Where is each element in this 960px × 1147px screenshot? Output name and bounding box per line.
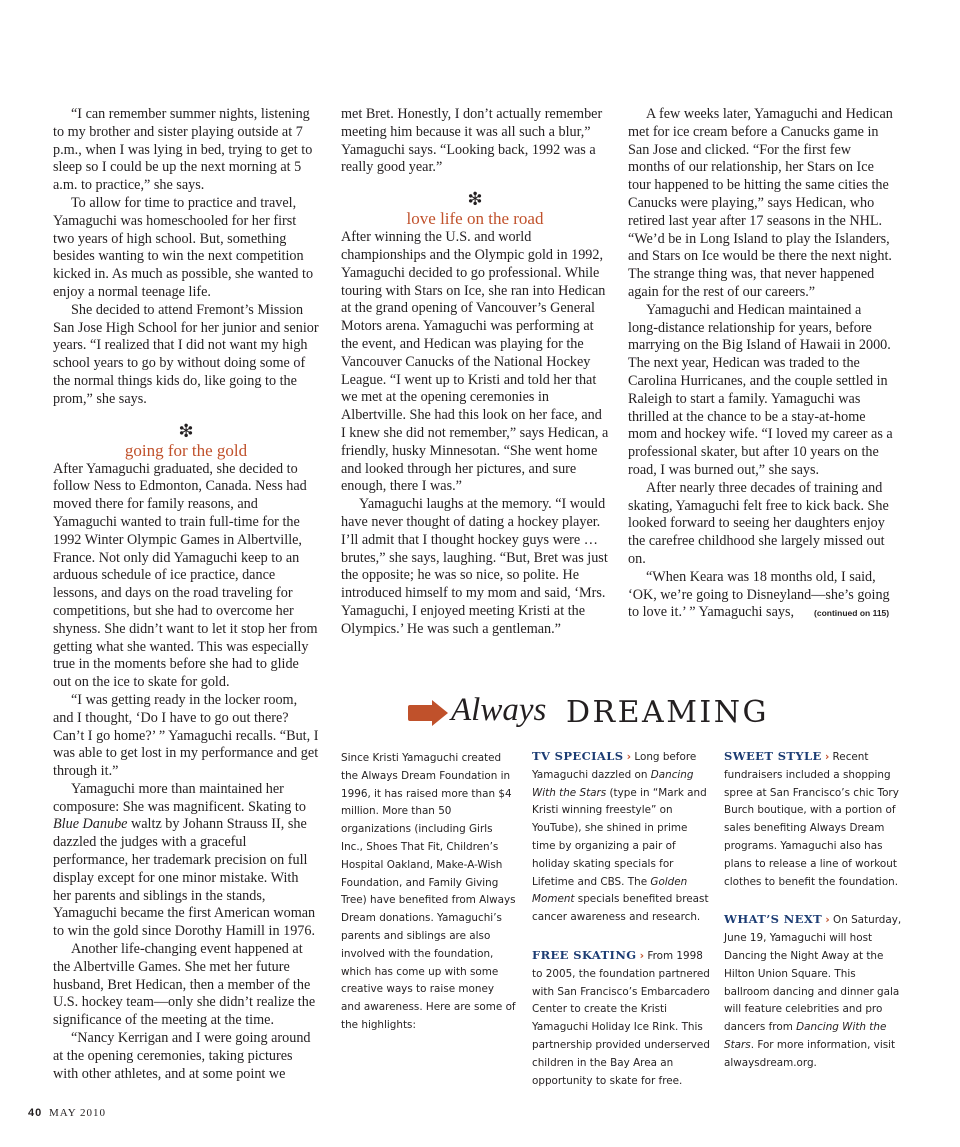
sidebar-heading: WHAT’S NEXT — [724, 912, 823, 927]
text-run: specials benefited breast cancer awareness and research. — [532, 893, 709, 924]
chevron-right-icon: › — [825, 914, 830, 927]
paragraph: Yamaguchi and Hedican maintained a long-distance relationship for years, before marrying on the Big Island of Hawaii in 2000. The next year, Hedican was traded to the Carolina Hurricanes, and the couple settled in Raleigh to start a family. Yamaguchi was thrilled at the chance to be a stay-at-home mom and hockey wife. “I loved my career as a professional skater, but after 10 years on the road, I was burned out,” she says. — [628, 301, 893, 478]
text-run: On Saturday, June 19, Yamaguchi will host Dancing the Night Away at the Hilton Union Square. This ballroom dancing and dinner gala will feature celebrities and pro dancers from — [724, 914, 902, 1034]
sidebar-item-sweet-style — [724, 748, 902, 891]
sidebar-item-whats-next — [724, 911, 902, 1072]
text-run: “When Keara was 18 months old, I said, ‘OK, we’re going to Disneyland—she’s going to love it.’ ” Yamaguchi says, — [628, 568, 890, 621]
text-run: Recent fundraisers included a shopping spree at San Francisco’s chic Tory Burch boutique, with a portion of sales benefiting Always Dream programs. Yamaguchi also has plans to release a line of workout clothes to benefit the foundation. — [724, 751, 899, 888]
italic-title: Blue Danube — [53, 816, 128, 833]
page-folio — [28, 1107, 106, 1119]
sidebar-title-italic: Always — [451, 692, 547, 728]
text-run: Long before Yamaguchi dazzled on — [532, 751, 697, 781]
paragraph: She decided to attend Fremont’s Mission San Jose High School for her junior and senior years. “I realized that I did not want my high school years to go by without doing some of the normal things kids do, like going to the prom,” she says. — [53, 301, 319, 407]
sidebar-column-2 — [532, 748, 710, 1090]
asterism-icon: ❇ — [467, 189, 483, 211]
paragraph: After winning the U.S. and world championships and the Olympic gold in 1992, Yamaguchi decided to go professional. While touring with Stars on Ice, she ran into Hedican at the grand opening of Vancouver’s General Motors arena. Yamaguchi was performing at the event, and Hedican was playing for the Vancouver Canucks of the National Hockey League. “I went up to Kristi and told her that we met at the opening ceremonies in Albertville. She had this look on her face, and I knew she did not remember,” says Hedican, a friendly, husky Minnesotan. “She went home and looked through her pictures, and sure enough, there I was.” — [341, 229, 609, 495]
paragraph: met Bret. Honestly, I don’t actually remember meeting him because it was all such a blur,” Yamaguchi says. “Looking back, 1992 was a really good year.” — [341, 106, 603, 176]
paragraph: After Yamaguchi graduated, she decided to follow Ness to Edmonton, Canada. Ness had moved there for family reasons, and Yamaguchi wanted to train full-time for the 1992 Winter Olympic Games in Albertville, France. Not only did Yamaguchi keep to an arduous schedule of ice practice, dance lessons, and days on the road traveling for competitions, but she had to overcome her shyness. She didn’t want to let it stop her from getting what she wanted. This was especially true in the moments before she had to glide out on the ice to skate for gold. — [53, 460, 318, 691]
sidebar-title-caps: DREAMING — [566, 695, 769, 730]
article-column-3 — [628, 106, 893, 623]
italic-title: Dancing With the Stars — [532, 768, 694, 799]
sidebar-heading: SWEET STYLE — [724, 749, 822, 763]
sidebar-intro: Since Kristi Yamaguchi created the Always Dream Foundation in 1996, it has raised more than $4 million. More than 50 organizations (including Girls Inc., Shoes That Fit, Children’s Hospital Oakland, Make-A-Wish Foundation, and Family Giving Tree) have benefited from Always Dream donations. Yamaguchi’s parents and siblings are also involved with the foundation, which has come up with some creative ways to raise money and awareness. Here are some of the highlights: — [341, 752, 516, 1031]
issue-date: MAY 2010 — [49, 1107, 107, 1119]
article-column-1 — [53, 106, 319, 1083]
sidebar-column-3 — [724, 748, 902, 1073]
sidebar-heading: TV SPECIALS — [532, 749, 624, 763]
sidebar-column-1 — [341, 750, 516, 1035]
paragraph: “Nancy Kerrigan and I were going around at the opening ceremonies, taking pictures with other athletes, and at some point we — [53, 1030, 311, 1082]
sidebar-item-tv-specials — [532, 748, 710, 927]
chevron-right-icon: › — [824, 751, 830, 763]
paragraph: “I can remember summer nights, listening to my brother and sister playing outside at 7 p.m., when I was lying in bed, trying to get to sleep so I could be up the next morning at 5 a.m. to practice,” she says. — [53, 106, 313, 194]
paragraph: A few weeks later, Yamaguchi and Hedican met for ice cream before a Canucks game in San Jose and clicked. “For the first few months of our relationship, her Stars on Ice tour happened to be hitting the same cities the Canucks were playing,” says Hedican, who retired last year after 17 seasons in the NHL. “We’d be in Long Island to play the Islanders, and Stars on Ice would be there the next night. The strange thing was, that never happened again for the rest of our careers.” — [628, 106, 893, 300]
asterism-icon: ❇ — [178, 420, 194, 442]
sidebar-heading: FREE SKATING — [532, 947, 637, 962]
sidebar-item-free-skating — [532, 947, 710, 1090]
sidebar-banner — [406, 690, 786, 738]
paragraph: Another life-changing event happened at the Albertville Games. She met her future husband, Bret Hedican, then a member of the U.S. hockey team—only she didn’t realize the significance of the meeting at the time. — [53, 941, 316, 1029]
text-run: waltz by Johann Strauss II, she dazzled the judges with a graceful performance, her trademark precision on full display except for one minor mistake. With her parents and siblings in the stands, Yamaguchi became the first American woman to win the gold since Dorothy Hamill in 1976. — [53, 816, 316, 940]
paragraph — [628, 569, 893, 623]
chevron-right-icon: › — [626, 751, 632, 763]
subhead-love-life-on-the-road: love life on the road — [406, 209, 544, 229]
paragraph: To allow for time to practice and travel, Yamaguchi was homeschooled for her first two years of high school. But, something besides wanting to win the next competition kicked in. As much as possible, she wanted to enjoy a normal teenage life. — [53, 194, 314, 300]
subhead-going-for-the-gold: going for the gold — [124, 440, 248, 460]
page-number: 40 — [28, 1107, 43, 1119]
text-run: Yamaguchi more than maintained her composure: She was magnificent. Skating to — [53, 780, 306, 815]
arrow-icon — [406, 700, 448, 726]
italic-title: Dancing With the Stars — [724, 1021, 887, 1051]
chevron-right-icon: › — [639, 949, 645, 962]
paragraph: Yamaguchi laughs at the memory. “I would have never thought of dating a hockey player. I’ll admit that I thought hockey guys were … brutes,” she says, laughing. “But, Bret was just the opposite; he was so nice, so polite. He introduced himself to my mom and said, ‘Mrs. Yamaguchi, I enjoyed meeting Kristi at the Olympics.’ He was such a gentleman.” — [341, 496, 608, 637]
article-column-2 — [341, 106, 609, 639]
continued-note: (continued on 115) — [814, 608, 890, 619]
text-run: (type in “Mark and Kristi winning freestyle” on YouTube), she shined in prime time by organizing a pair of holiday skating specials for Lifetime and CBS. The — [532, 786, 707, 888]
text-run: . For more information, visit alwaysdream.org. — [724, 1038, 896, 1069]
paragraph — [53, 781, 319, 941]
text-run: From 1998 to 2005, the foundation partnered with San Francisco’s Embarcadero Center to create the Kristi Yamaguchi Holiday Ice Rink. This partnership provided underserved children in the Bay Area an opportunity to skate for free. — [532, 949, 710, 1087]
paragraph: “I was getting ready in the locker room, and I thought, ‘Do I have to go out there? Can’t I go home?’ ” Yamaguchi recalls. “But, I was able to get lost in my performance and get through it.” — [53, 691, 319, 780]
italic-title: Golden Moment — [532, 875, 688, 906]
paragraph: After nearly three decades of training and skating, Yamaguchi felt free to kick back. She looked forward to seeing her daughters enjoy the carefree childhood she largely missed out on. — [628, 479, 889, 567]
